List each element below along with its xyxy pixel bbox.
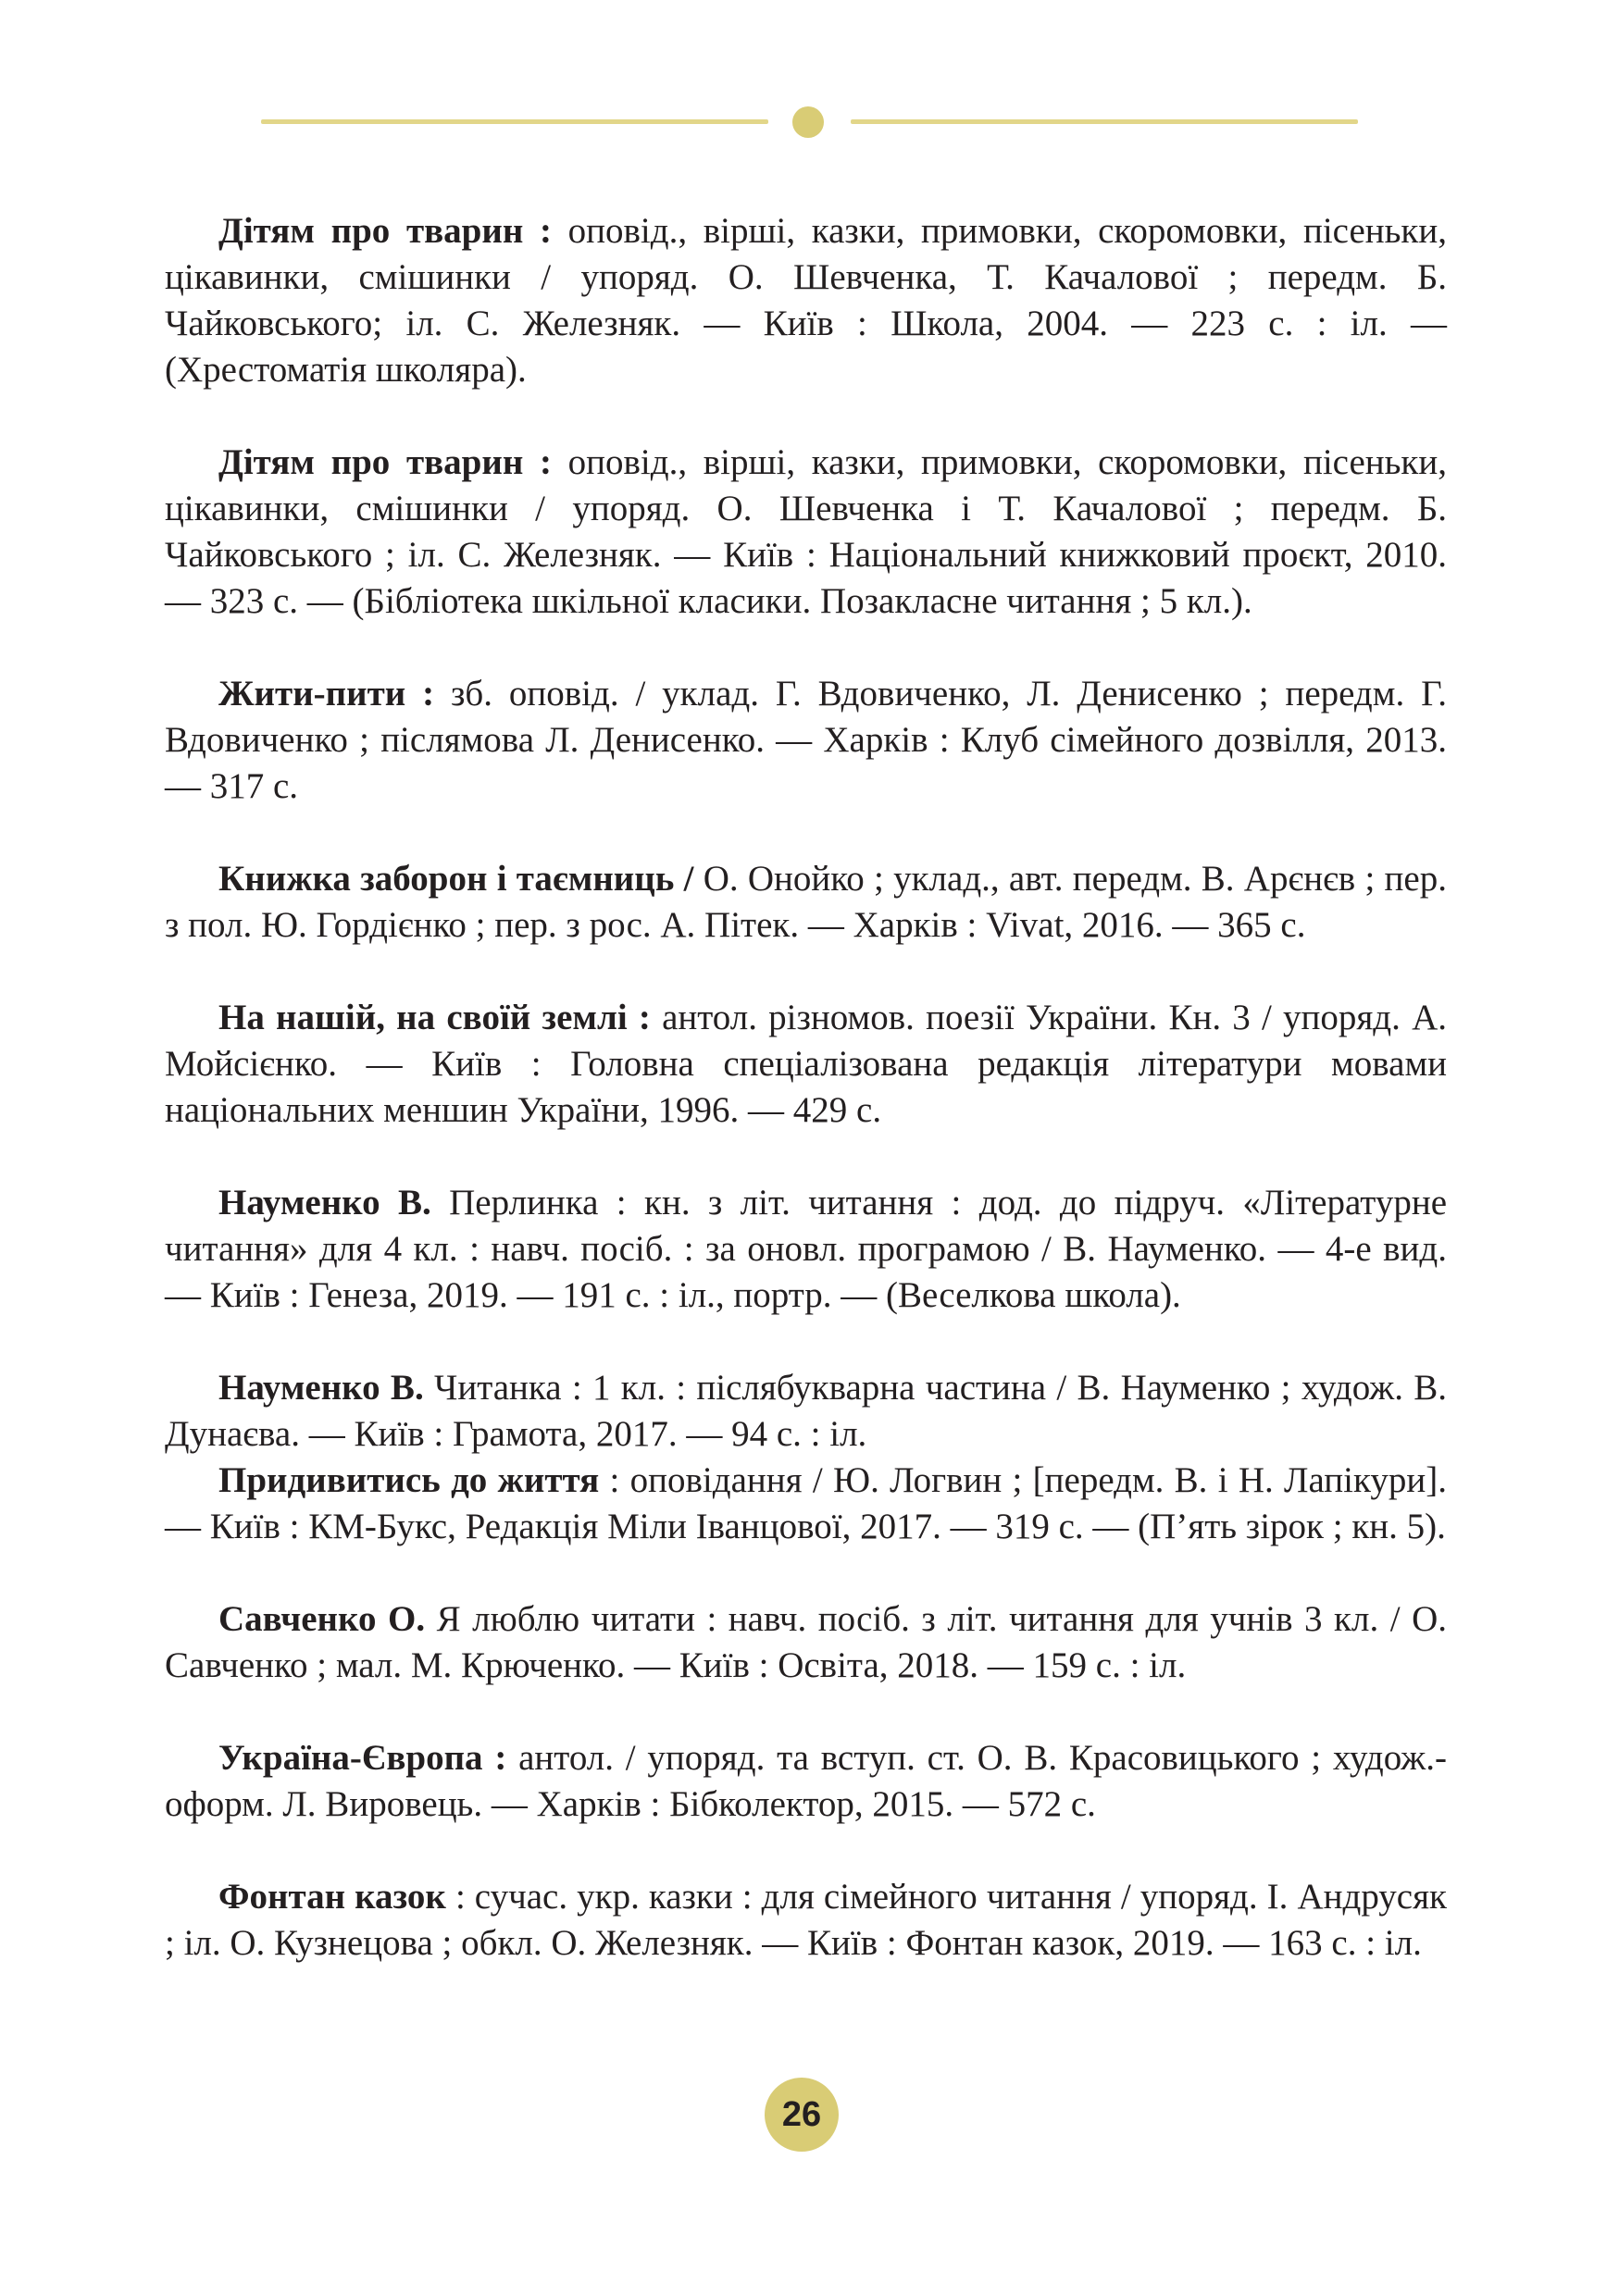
entry-title: Книжка заборон і таємниць / (218, 859, 694, 899)
entry-title: Савченко О. (218, 1599, 426, 1639)
entry-title: Дітям про тварин : (218, 442, 552, 482)
entry-title: Україна-Європа : (218, 1738, 507, 1778)
bibliography-entry (165, 1874, 1447, 1967)
header-rule-right (851, 119, 1358, 124)
bibliography-entry (165, 1365, 1447, 1458)
entry-title: Жити-пити : (218, 674, 435, 714)
bibliography-entry (165, 1735, 1447, 1828)
entry-title: Придивитись до життя (218, 1460, 600, 1500)
entry-title: Фонтан казок (218, 1877, 446, 1917)
entry-details: Читанка : 1 кл. : післябукварна частина / В. Науменко ; худож. В. Дунаєва. — Київ : Грамота, 2017. — 94 с. : іл. (165, 1368, 1447, 1454)
entry-title: Науменко В. (218, 1368, 424, 1408)
entry-details: : оповідання / Ю. Логвин ; [передм. В. і Н. Лапікури]. — Київ : КМ-Букс, Редакція Міли Іванцової, 2017. — 319 с. — (П’ять зірок ; кн. 5). (165, 1460, 1447, 1546)
entry-details: О. Онойко ; уклад., авт. передм. В. Арєнєв ; пер. з пол. Ю. Гордієнко ; пер. з рос. А. Пітек. — Харків : Vivat, 2016. — 365 с. (165, 859, 1447, 945)
header-rule-left (261, 119, 768, 124)
entry-details: зб. оповід. / уклад. Г. Вдовиченко, Л. Денисенко ; передм. Г. Вдовиченко ; післямова Л. Денисенко. — Харків : Клуб сімейного дозвілля, 2013. — 317 с. (165, 674, 1447, 806)
bibliography-entry (165, 440, 1447, 625)
entry-details: антол. різномов. поезії України. Кн. 3 / упоряд. А. Мойсієнко. — Київ : Головна спеціалізована редакція літератури мовами національних меншин України, 1996. — 429 с. (165, 998, 1448, 1130)
entry-title: На нашій, на своїй землі : (218, 998, 651, 1037)
bibliography-entry (165, 856, 1447, 949)
entry-title: Дітям про тварин : (218, 211, 552, 251)
bibliography-entry (165, 1596, 1447, 1689)
bibliography-entry (165, 671, 1447, 810)
entry-title: Науменко В. (218, 1183, 431, 1222)
entry-details: оповід., вірші, казки, примовки, скоромовки, пісеньки, цікавинки, смішинки / упоряд. О. Шевченка і Т. Качалової ; передм. Б. Чайковського ; іл. С. Железняк. — Київ : Національний книжковий проєкт, 2010. — 323 с. — (Бібліотека шкільної класики. Позакласне читання ; 5 кл.). (165, 442, 1447, 621)
entry-details: : сучас. укр. казки : для сімейного читання / упоряд. І. Андрусяк ; іл. О. Кузнецова ; обкл. О. Железняк. — Київ : Фонтан казок, 2019. — 163 с. : іл. (165, 1877, 1447, 1963)
bibliography-entry (165, 1458, 1447, 1550)
bibliography-entry (165, 208, 1447, 393)
bibliography-entry (165, 995, 1447, 1134)
entry-details: Перлинка : кн. з літ. читання : дод. до підруч. «Літературне читання» для 4 кл. : навч. посіб. : за оновл. програмою / В. Науменко. — 4-е вид. — Київ : Генеза, 2019. — 191 с. : іл., портр. — (Веселкова школа). (165, 1183, 1447, 1315)
entry-details: Я люблю читати : навч. посіб. з літ. читання для учнів 3 кл. / О. Савченко ; мал. М. Крюченко. — Київ : Освіта, 2018. — 159 с. : іл. (165, 1599, 1447, 1685)
entry-details: антол. / упоряд. та вступ. ст. О. В. Красовицького ; худож.-оформ. Л. Вировець. — Харків : Бібколектор, 2015. — 572 с. (165, 1738, 1447, 1824)
header-dot-ornament (792, 106, 824, 138)
bibliography-entry (165, 1180, 1447, 1319)
header-ornament (261, 100, 1358, 146)
entry-details: оповід., вірші, казки, примовки, скоромовки, пісеньки, цікавинки, смішинки / упоряд. О. Шевченка, Т. Качалової ; передм. Б. Чайковського; іл. С. Железняк. — Київ : Школа, 2004. — 223 с. : іл. — (Хрестоматія школяра). (165, 211, 1447, 390)
bibliography-list (165, 208, 1447, 1967)
page-number-badge: 26 (765, 2078, 839, 2152)
